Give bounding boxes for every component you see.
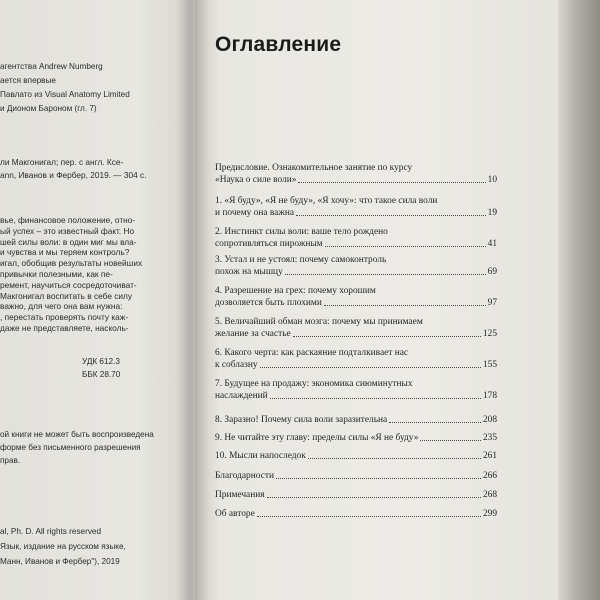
toc-leader-dots (285, 274, 486, 275)
imprint-line: агентства Andrew Numberg (0, 62, 103, 71)
toc-page-number: 97 (487, 298, 497, 308)
abstract-line: , перестать проверять почту каж- (0, 312, 129, 323)
imprint-line: ается впервые (0, 76, 56, 85)
abstract-line: Макгонигал воспитать в себе силу (0, 290, 133, 301)
toc-page-number: 299 (482, 509, 497, 519)
toc-page-number: 268 (482, 490, 497, 500)
toc-heading: Оглавление (215, 33, 342, 56)
toc-entry-title: 4. Разрешение на грех: почему хорошим (215, 286, 376, 296)
toc-entry-title: Благодарности (215, 471, 274, 481)
toc-entry-title: сопротивляться пирожным (215, 239, 323, 249)
toc-page-number: 261 (482, 451, 497, 461)
toc-entry-chapter-3 (215, 254, 497, 278)
abstract-line: даже не представляете, насколь- (0, 322, 129, 333)
toc-entry-title: наслаждений (215, 391, 268, 401)
toc-page-number: 19 (487, 208, 497, 218)
left-page-imprint (0, 0, 195, 600)
rights-line: прав. (0, 456, 21, 465)
toc-page-number: 235 (482, 433, 497, 443)
toc-entry-title: 9. Не читайте эту главу: пределы силы «Я не буду» (215, 433, 419, 443)
toc-entry-title: 8. Заразно! Почему сила воли заразительна (215, 415, 388, 425)
toc-entry-chapter-2 (215, 226, 497, 250)
book-gutter-shadow (176, 0, 208, 600)
toc-page-number: 10 (487, 175, 497, 185)
toc-leader-dots (325, 246, 486, 247)
copyright-line: al, Ph. D. All rights reserved (0, 527, 102, 536)
toc-entry-chapter-9 (215, 432, 497, 444)
toc-page-number: 266 (482, 471, 497, 481)
toc-entry-chapter-8 (215, 414, 497, 426)
rights-line: форме без письменного разрешения (0, 443, 141, 452)
toc-entry-chapter-6 (215, 347, 497, 371)
copyright-line: Манн, Иванов и Фербер"), 2019 (0, 557, 120, 566)
toc-leader-dots (257, 516, 481, 517)
toc-entry-title: 5. Величайший обман мозга: почему мы принимаем (215, 317, 423, 327)
abstract-line: игал, обобщив результаты новейших (0, 258, 143, 269)
toc-leader-dots (298, 182, 485, 183)
abstract-line: ремент, научиться сосредоточиват- (0, 279, 137, 290)
toc-leader-dots (296, 215, 486, 216)
toc-entry-notes (215, 489, 497, 501)
toc-leader-dots (276, 478, 481, 479)
toc-entry-about-author (215, 508, 497, 520)
abstract-line: и чувства и мы теряем контроль? (0, 247, 130, 258)
imprint-line: Павлато из Visual Anatomy Limited (0, 90, 130, 99)
toc-entry-title: 6. Какого черта: как раскаяние подталкивает нас (215, 348, 409, 358)
toc-entry-title: Примечания (215, 490, 265, 500)
toc-entry-title: желание за счастье (215, 329, 291, 339)
toc-entry-title: и почему она важна (215, 208, 294, 218)
toc-entry-title: 7. Будущее на продажу: экономика сиюминутных (215, 379, 413, 389)
toc-leader-dots (420, 440, 481, 441)
abstract-line: важно, для чего она вам нужна: (0, 301, 123, 312)
toc-leader-dots (389, 422, 481, 423)
toc-leader-dots (270, 398, 481, 399)
toc-entry-acknowledgments (215, 470, 497, 482)
rights-line: ой книги не может быть воспроизведена (0, 430, 154, 439)
toc-entry-title: 3. Устал и не устоял: почему самоконтроль (215, 255, 387, 265)
toc-leader-dots (308, 458, 481, 459)
imprint-line: и Дионом Бароном (гл. 7) (0, 104, 97, 113)
bibliographic-line: ли Макгонигал; пер. с англ. Ксе- (0, 157, 124, 167)
toc-entry-title: 1. «Я буду», «Я не буду», «Я хочу»: что такое сила воли (215, 196, 438, 206)
copyright-line: Язык, издание на русском языке, (0, 542, 126, 551)
toc-page-number: 155 (482, 360, 497, 370)
toc-entry-title: 10. Мысли напоследок (215, 451, 306, 461)
toc-page-number: 178 (482, 391, 497, 401)
toc-entry-title: 2. Инстинкт силы воли: ваше тело рождено (215, 227, 388, 237)
toc-page-number: 125 (482, 329, 497, 339)
abstract-text (0, 215, 142, 334)
toc-entry-title: дозволяется быть плохими (215, 298, 322, 308)
bibliographic-line: ann, Иванов и Фербер, 2019. — 304 с. (0, 170, 147, 180)
toc-entry-chapter-4 (215, 285, 497, 309)
toc-entry-preface (215, 162, 497, 186)
toc-leader-dots (267, 497, 481, 498)
abstract-line: привычки полезными, как пе- (0, 268, 113, 279)
toc-leader-dots (293, 336, 481, 337)
udk-code: УДК 612.3 (82, 357, 120, 366)
toc-page-number: 208 (482, 415, 497, 425)
toc-entry-chapter-1 (215, 195, 497, 219)
abstract-line: шей силы воли: в один миг мы вла- (0, 236, 137, 247)
toc-entry-title: к соблазну (215, 360, 258, 370)
abstract-line: вье, финансовое положение, отно- (0, 215, 136, 225)
toc-entry-title: похож на мышцу (215, 267, 283, 277)
toc-entry-title: Об авторе (215, 509, 255, 519)
toc-page-number: 69 (487, 267, 497, 277)
bbk-code: ББК 28.70 (82, 370, 121, 379)
book-page-edges (558, 0, 600, 600)
toc-entry-chapter-10 (215, 450, 497, 462)
toc-entry-title: Предисловие. Ознакомительное занятие по курсу (215, 163, 413, 173)
toc-leader-dots (260, 367, 481, 368)
toc-page-number: 41 (487, 239, 497, 249)
toc-entry-chapter-7 (215, 378, 497, 402)
toc-entry-chapter-5 (215, 316, 497, 340)
toc-entry-title: «Наука о силе воли» (215, 175, 297, 185)
abstract-line: ый успех – это известный факт. Но (0, 225, 135, 236)
toc-leader-dots (324, 305, 486, 306)
